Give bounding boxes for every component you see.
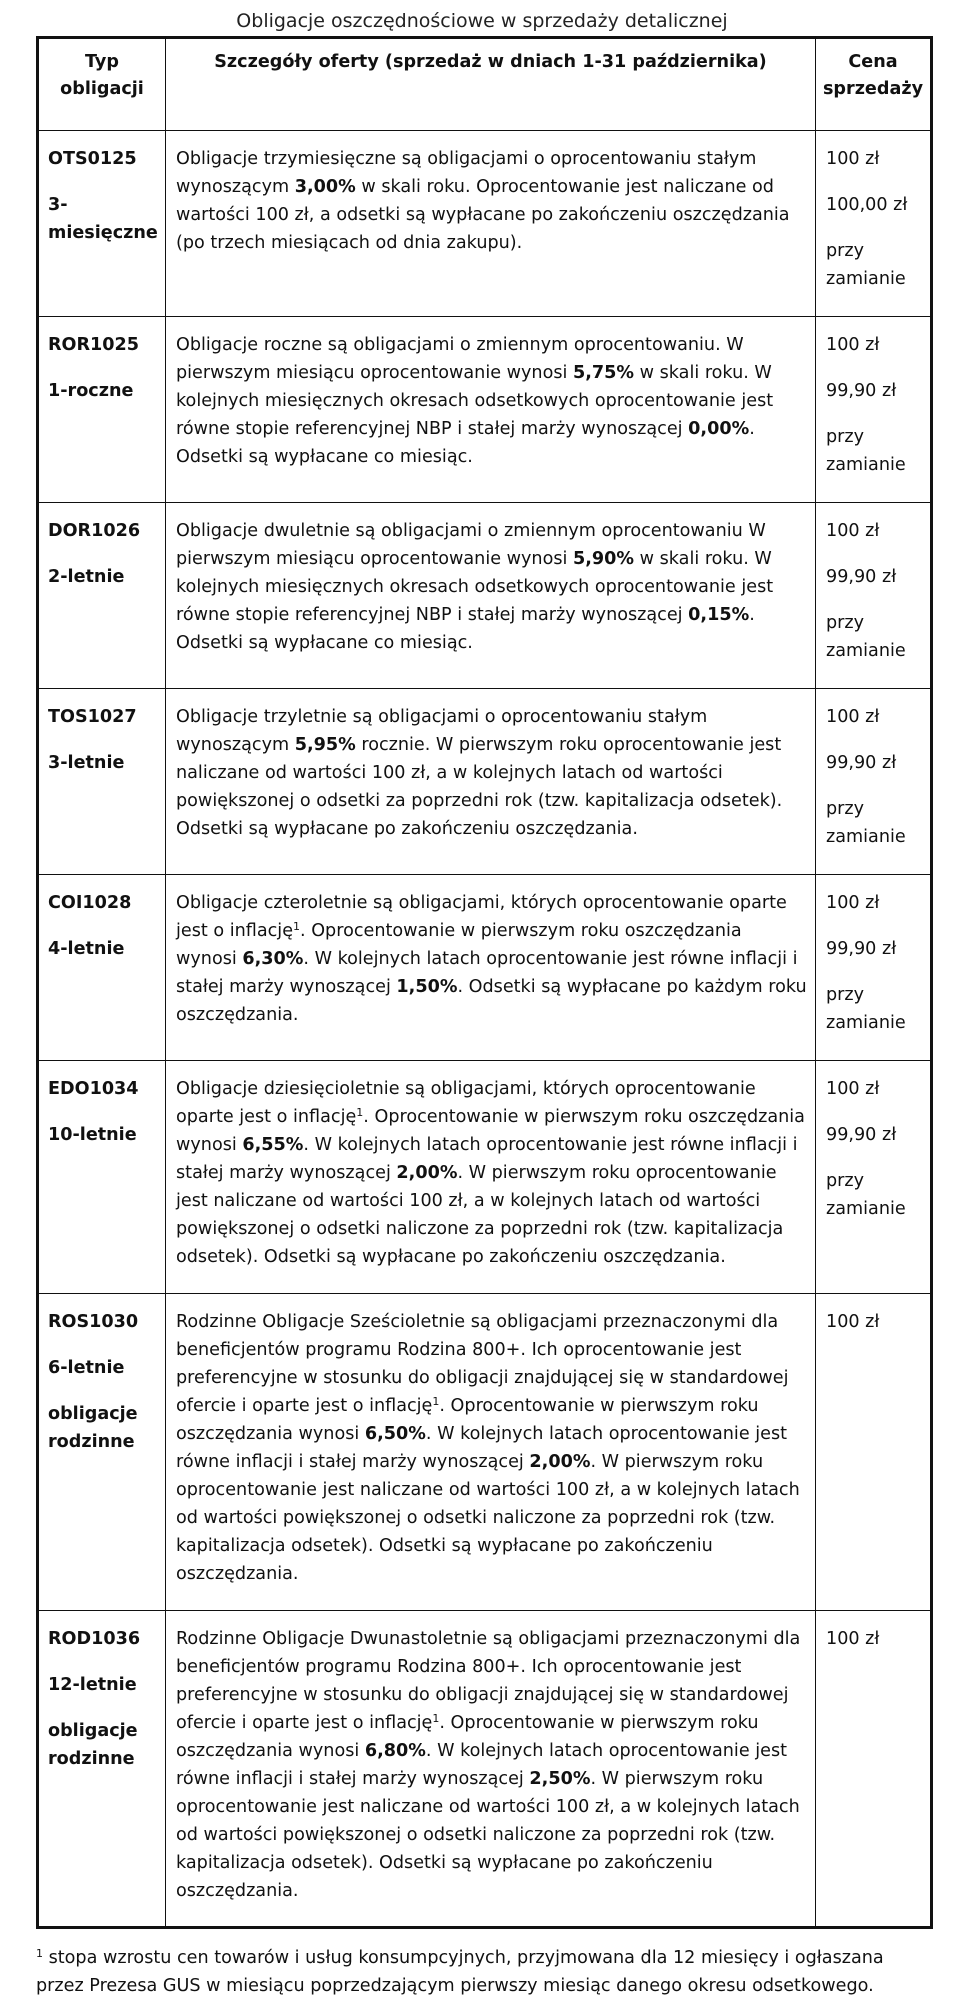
- bond-term: 10-letnie: [48, 1125, 137, 1145]
- price-cell: [816, 1294, 932, 1611]
- offer-text: . Oprocentowanie w pierwszym roku oszczędzania wynosi: [176, 1107, 805, 1155]
- offer-text: Rodzinne Obligacje Sześcioletnie są obligacjami przeznaczonymi dla beneficjentów programu Rodzina 800+. Ich oprocentowanie jest preferencyjne w stosunku do obligacji znajdującej się w standardowej ofercie i oparte jest o inflację: [176, 1312, 789, 1416]
- offer-text: . W pierwszym roku oprocentowanie jest naliczane od wartości 100 zł, a w kolejnych latach od wartości powiększonej o odsetki naliczone za poprzedni rok (tzw. kapitalizacja odsetek). Odsetki są wypłacane po zakończeniu oszczędzania.: [176, 1452, 800, 1584]
- bond-term: obligacje rodzinne: [48, 1721, 138, 1769]
- header-details: Szczegóły oferty (sprzedaż w dniach 1-31 października): [166, 38, 816, 131]
- bond-code: COI1028: [48, 893, 132, 913]
- offer-text: Obligacje trzyletnie są obligacjami o oprocentowaniu stałym wynoszącym: [176, 707, 708, 755]
- offer-text: w skali roku. W kolejnych miesięcznych okresach odsetkowych oprocentowanie jest równe stopie referencyjnej NBP i stałej marży wynoszącej: [176, 363, 774, 439]
- offer-text: Obligacje dziesięcioletnie są obligacjami, których oprocentowanie oparte jest o inflację: [176, 1079, 756, 1127]
- bond-type-cell: [38, 317, 166, 503]
- price-value: 100 zł: [826, 335, 880, 355]
- table-header-row: [38, 38, 932, 131]
- rate-value: 2,00%: [396, 1163, 458, 1183]
- bond-code: OTS0125: [48, 149, 137, 169]
- bond-term: 12-letnie: [48, 1675, 137, 1695]
- price-value: 99,90 zł: [826, 567, 897, 587]
- price-value: 100 zł: [826, 1312, 880, 1332]
- bond-type-cell: [38, 1061, 166, 1294]
- price-value: przy zamianie: [826, 985, 906, 1033]
- footnote-ref: 1: [356, 1106, 364, 1119]
- offer-text: Obligacje dwuletnie są obligacjami o zmiennym oprocentowaniu W pierwszym miesiącu oprocentowanie wynosi: [176, 521, 766, 569]
- bond-term: 6-letnie: [48, 1358, 125, 1378]
- price-value: 100 zł: [826, 893, 880, 913]
- offer-text: . Odsetki są wypłacane po każdym roku oszczędzania.: [176, 977, 807, 1025]
- table-row: [38, 131, 932, 317]
- rate-value: 2,50%: [529, 1769, 591, 1789]
- table-caption: Obligacje oszczędnościowe w sprzedaży detalicznej: [236, 10, 728, 32]
- bond-code: DOR1026: [48, 521, 141, 541]
- bond-type-cell: [38, 1294, 166, 1611]
- table-row: [38, 875, 932, 1061]
- price-cell: [816, 1611, 932, 1928]
- price-value: 100 zł: [826, 521, 880, 541]
- price-value: 100 zł: [826, 707, 880, 727]
- footnote-ref: 1: [432, 1395, 440, 1408]
- bond-type-cell: [38, 689, 166, 875]
- offer-text: . W kolejnych latach oprocentowanie jest równe inflacji i stałej marży wynoszącej: [176, 1424, 788, 1472]
- header-price: Cena sprzedaży: [816, 38, 932, 131]
- rate-value: 1,50%: [396, 977, 458, 997]
- offer-text: . W pierwszym roku oprocentowanie jest naliczane od wartości 100 zł, a w kolejnych latach od wartości powiększonej o odsetki naliczone za poprzedni rok (tzw. kapitalizacja odsetek). Odsetki są wypłacane po zakończeniu oszczędzania.: [176, 1163, 784, 1267]
- price-value: 100 zł: [826, 1079, 880, 1099]
- table-row: [38, 1611, 932, 1928]
- bond-code: EDO1034: [48, 1079, 139, 1099]
- offer-text: . W kolejnych latach oprocentowanie jest równe inflacji i stałej marży wynoszącej: [176, 1135, 798, 1183]
- offer-details-cell: [166, 317, 816, 503]
- offer-details-cell: [166, 1294, 816, 1611]
- rate-value: 5,75%: [573, 363, 635, 383]
- footnote-text: stopa wzrostu cen towarów i usług konsumpcyjnych, przyjmowana dla 12 miesięcy i ogłaszana przez Prezesa GUS w miesiącu poprzedzającym pierwszy miesiąc danego okresu odsetkowego.: [36, 1948, 884, 1996]
- price-value: 99,90 zł: [826, 939, 897, 959]
- offer-text: Obligacje trzymiesięczne są obligacjami o oprocentowaniu stałym wynoszącym: [176, 149, 757, 197]
- bond-type-cell: [38, 503, 166, 689]
- footnote: [36, 1944, 930, 2000]
- bond-code: ROR1025: [48, 335, 140, 355]
- price-cell: [816, 1061, 932, 1294]
- price-value: przy zamianie: [826, 241, 906, 289]
- offer-text: . Odsetki są wypłacane co miesiąc.: [176, 605, 755, 653]
- rate-value: 6,50%: [364, 1424, 426, 1444]
- offer-text: . W kolejnych latach oprocentowanie jest równe inflacji i stałej marży wynoszącej: [176, 949, 798, 997]
- bond-code: ROS1030: [48, 1312, 139, 1332]
- price-value: 99,90 zł: [826, 1125, 897, 1145]
- price-value: przy zamianie: [826, 1171, 906, 1219]
- price-value: przy zamianie: [826, 427, 906, 475]
- offer-text: w skali roku. Oprocentowanie jest naliczane od wartości 100 zł, a odsetki są wypłacane po zakończeniu oszczędzania (po trzech miesiącach od dnia zakupu).: [176, 177, 790, 253]
- bond-type-cell: [38, 1611, 166, 1928]
- price-cell: [816, 875, 932, 1061]
- bond-term: 3-letnie: [48, 753, 125, 773]
- rate-value: 3,00%: [294, 177, 356, 197]
- price-value: 99,90 zł: [826, 753, 897, 773]
- price-value: przy zamianie: [826, 799, 906, 847]
- offer-text: Obligacje roczne są obligacjami o zmiennym oprocentowaniu. W pierwszym miesiącu oprocentowanie wynosi: [176, 335, 744, 383]
- offer-text: rocznie. W pierwszym roku oprocentowanie jest naliczane od wartości 100 zł, a w kolejnych latach od wartości powiększonej o odsetki za poprzedni rok (tzw. kapitalizacja odsetek). Odsetki są wypłacane po zakończeniu oszczędzania.: [176, 735, 783, 839]
- bond-term: 4-letnie: [48, 939, 125, 959]
- rate-value: 2,00%: [529, 1452, 591, 1472]
- rate-value: 6,55%: [242, 1135, 304, 1155]
- offer-text: . W kolejnych latach oprocentowanie jest równe inflacji i stałej marży wynoszącej: [176, 1741, 788, 1789]
- price-value: 99,90 zł: [826, 381, 897, 401]
- rate-value: 5,95%: [294, 735, 356, 755]
- table-row: [38, 1061, 932, 1294]
- price-cell: [816, 503, 932, 689]
- rate-value: 0,00%: [688, 419, 750, 439]
- header-type: Typ obligacji: [38, 38, 166, 131]
- rate-value: 6,30%: [242, 949, 304, 969]
- footnote-marker: 1: [36, 1947, 43, 1960]
- rate-value: 0,15%: [688, 605, 750, 625]
- offer-text: . Odsetki są wypłacane co miesiąc.: [176, 419, 755, 467]
- offer-text: Rodzinne Obligacje Dwunastoletnie są obligacjami przeznaczonymi dla beneficjentów programu Rodzina 800+. Ich oprocentowanie jest preferencyjne w stosunku do obligacji znajdującej się w standardowej ofercie i oparte jest o inflację: [176, 1629, 801, 1733]
- price-cell: [816, 317, 932, 503]
- offer-details-cell: [166, 131, 816, 317]
- bond-term: 3-miesięczne: [48, 195, 158, 243]
- offer-details-cell: [166, 1611, 816, 1928]
- offer-text: Obligacje czteroletnie są obligacjami, których oprocentowanie oparte jest o inflację: [176, 893, 787, 941]
- bond-type-cell: [38, 131, 166, 317]
- price-value: przy zamianie: [826, 613, 906, 661]
- offer-text: . Oprocentowanie w pierwszym roku oszczędzania wynosi: [176, 1713, 759, 1761]
- offer-text: . W pierwszym roku oprocentowanie jest naliczane od wartości 100 zł, a w kolejnych latach od wartości powiększonej o odsetki naliczone za poprzedni rok (tzw. kapitalizacja odsetek). Odsetki są wypłacane po zakończeniu oszczędzania.: [176, 1769, 800, 1901]
- bond-term: 2-letnie: [48, 567, 125, 587]
- offer-details-cell: [166, 503, 816, 689]
- rate-value: 5,90%: [573, 549, 635, 569]
- price-value: 100 zł: [826, 149, 880, 169]
- offer-details-cell: [166, 1061, 816, 1294]
- bonds-table-container: [36, 36, 930, 1929]
- price-cell: [816, 131, 932, 317]
- table-row: [38, 689, 932, 875]
- table-row: [38, 1294, 932, 1611]
- bonds-table: [36, 36, 933, 1929]
- table-row: [38, 503, 932, 689]
- offer-text: . Oprocentowanie w pierwszym roku oszczędzania wynosi: [176, 1396, 759, 1444]
- footnote-ref: 1: [432, 1712, 440, 1725]
- bond-code: ROD1036: [48, 1629, 141, 1649]
- offer-text: . Oprocentowanie w pierwszym roku oszczędzania wynosi: [176, 921, 742, 969]
- bond-type-cell: [38, 875, 166, 1061]
- price-value: 100,00 zł: [826, 195, 908, 215]
- offer-text: w skali roku. W kolejnych miesięcznych okresach odsetkowych oprocentowanie jest równe stopie referencyjnej NBP i stałej marży wynoszącej: [176, 549, 774, 625]
- offer-details-cell: [166, 689, 816, 875]
- table-body: [38, 131, 932, 1928]
- price-cell: [816, 689, 932, 875]
- bond-code: TOS1027: [48, 707, 137, 727]
- bond-term: obligacje rodzinne: [48, 1404, 138, 1452]
- footnote-ref: 1: [293, 920, 301, 933]
- bond-term: 1-roczne: [48, 381, 134, 401]
- price-value: 100 zł: [826, 1629, 880, 1649]
- offer-details-cell: [166, 875, 816, 1061]
- table-row: [38, 317, 932, 503]
- rate-value: 6,80%: [364, 1741, 426, 1761]
